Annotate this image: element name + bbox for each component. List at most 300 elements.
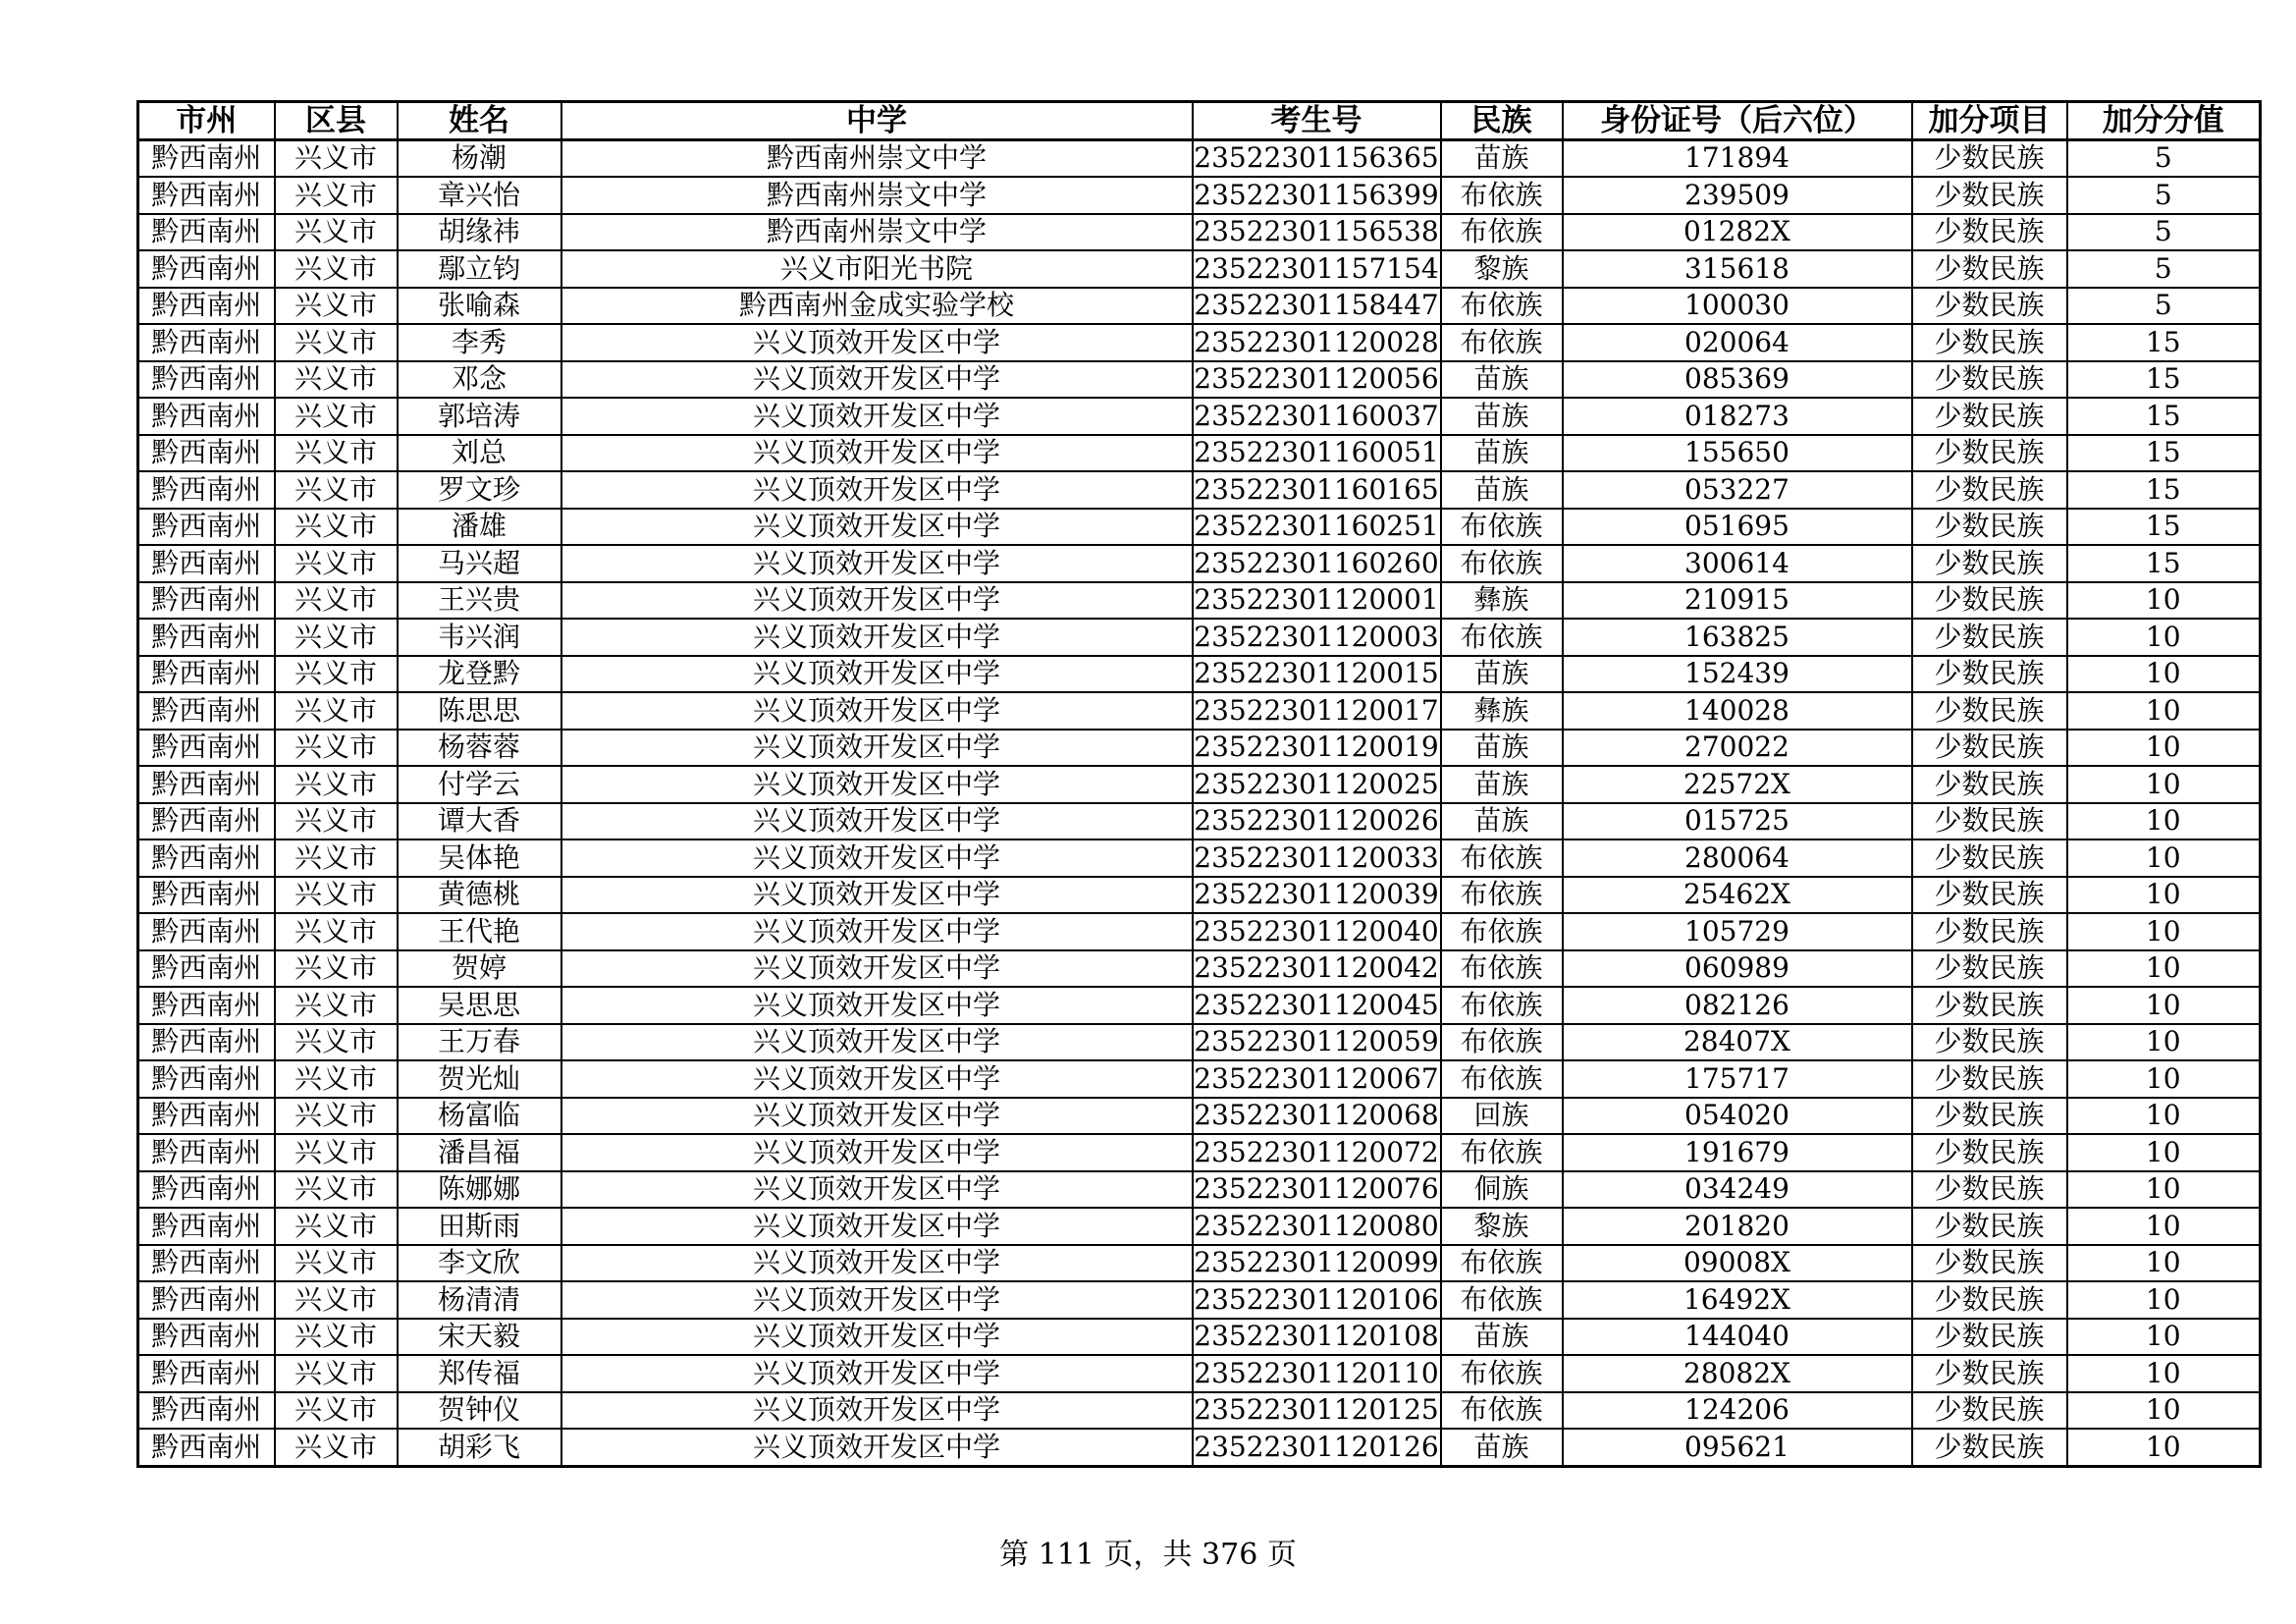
cell-id-last-six: 09008X — [1563, 1245, 1912, 1282]
cell-bonus-points: 10 — [2067, 766, 2261, 803]
cell-ethnicity: 回族 — [1441, 1098, 1563, 1135]
cell-exam-id: 23522301120080 — [1193, 1208, 1441, 1245]
cell-school: 兴义顶效开发区中学 — [561, 1281, 1193, 1319]
cell-bonus-item: 少数民族 — [1912, 471, 2067, 509]
cell-name: 吴体艳 — [398, 839, 561, 877]
cell-city: 黔西南州 — [138, 471, 275, 509]
cell-city: 黔西南州 — [138, 1060, 275, 1098]
table-row — [138, 1392, 2261, 1430]
cell-name: 杨潮 — [398, 139, 561, 177]
cell-ethnicity: 布依族 — [1441, 839, 1563, 877]
column-header-name: 姓名 — [398, 102, 561, 140]
cell-bonus-points: 5 — [2067, 139, 2261, 177]
cell-county: 兴义市 — [275, 545, 398, 582]
cell-bonus-item: 少数民族 — [1912, 1355, 2067, 1392]
cell-city: 黔西南州 — [138, 582, 275, 620]
cell-school: 兴义顶效开发区中学 — [561, 509, 1193, 546]
cell-bonus-item: 少数民族 — [1912, 656, 2067, 693]
cell-school: 兴义顶效开发区中学 — [561, 656, 1193, 693]
table-row — [138, 987, 2261, 1024]
cell-exam-id: 23522301120015 — [1193, 656, 1441, 693]
table-row — [138, 509, 2261, 546]
cell-exam-id: 23522301120033 — [1193, 839, 1441, 877]
cell-ethnicity: 黎族 — [1441, 250, 1563, 288]
cell-exam-id: 23522301156538 — [1193, 214, 1441, 251]
cell-ethnicity: 苗族 — [1441, 361, 1563, 399]
cell-name: 邓念 — [398, 361, 561, 399]
cell-id-last-six: 28407X — [1563, 1024, 1912, 1061]
cell-bonus-points: 10 — [2067, 730, 2261, 767]
table-row — [138, 913, 2261, 950]
cell-exam-id: 23522301120110 — [1193, 1355, 1441, 1392]
table-row — [138, 471, 2261, 509]
cell-ethnicity: 苗族 — [1441, 656, 1563, 693]
column-header-id-last-six: 身份证号（后六位） — [1563, 102, 1912, 140]
cell-county: 兴义市 — [275, 1281, 398, 1319]
cell-county: 兴义市 — [275, 1208, 398, 1245]
cell-ethnicity: 苗族 — [1441, 1319, 1563, 1356]
cell-bonus-item: 少数民族 — [1912, 766, 2067, 803]
cell-school: 黔西南州崇文中学 — [561, 139, 1193, 177]
cell-bonus-item: 少数民族 — [1912, 177, 2067, 214]
cell-county: 兴义市 — [275, 803, 398, 840]
table-row — [138, 803, 2261, 840]
cell-city: 黔西南州 — [138, 950, 275, 988]
cell-ethnicity: 苗族 — [1441, 766, 1563, 803]
table-row — [138, 545, 2261, 582]
cell-ethnicity: 布依族 — [1441, 619, 1563, 656]
cell-exam-id: 23522301120040 — [1193, 913, 1441, 950]
cell-bonus-points: 10 — [2067, 1319, 2261, 1356]
cell-id-last-six: 270022 — [1563, 730, 1912, 767]
cell-school: 黔西南州金成实验学校 — [561, 288, 1193, 325]
table-row — [138, 582, 2261, 620]
cell-exam-id: 23522301160251 — [1193, 509, 1441, 546]
cell-id-last-six: 034249 — [1563, 1171, 1912, 1209]
cell-city: 黔西南州 — [138, 361, 275, 399]
cell-county: 兴义市 — [275, 398, 398, 435]
cell-county: 兴义市 — [275, 214, 398, 251]
cell-bonus-item: 少数民族 — [1912, 1134, 2067, 1171]
cell-ethnicity: 侗族 — [1441, 1171, 1563, 1209]
cell-name: 马兴超 — [398, 545, 561, 582]
cell-bonus-points: 15 — [2067, 509, 2261, 546]
cell-id-last-six: 051695 — [1563, 509, 1912, 546]
cell-bonus-item: 少数民族 — [1912, 545, 2067, 582]
cell-city: 黔西南州 — [138, 803, 275, 840]
cell-ethnicity: 苗族 — [1441, 803, 1563, 840]
cell-name: 贺婷 — [398, 950, 561, 988]
cell-exam-id: 23522301120068 — [1193, 1098, 1441, 1135]
cell-name: 郑传福 — [398, 1355, 561, 1392]
cell-county: 兴义市 — [275, 288, 398, 325]
cell-ethnicity: 布依族 — [1441, 1024, 1563, 1061]
table-row — [138, 1171, 2261, 1209]
table-row — [138, 1208, 2261, 1245]
cell-county: 兴义市 — [275, 913, 398, 950]
cell-ethnicity: 布依族 — [1441, 1392, 1563, 1430]
cell-bonus-item: 少数民族 — [1912, 1171, 2067, 1209]
cell-exam-id: 23522301120106 — [1193, 1281, 1441, 1319]
cell-name: 贺钟仪 — [398, 1392, 561, 1430]
cell-id-last-six: 16492X — [1563, 1281, 1912, 1319]
cell-city: 黔西南州 — [138, 730, 275, 767]
cell-bonus-points: 10 — [2067, 1098, 2261, 1135]
cell-id-last-six: 22572X — [1563, 766, 1912, 803]
cell-county: 兴义市 — [275, 1171, 398, 1209]
table-row — [138, 324, 2261, 361]
cell-bonus-item: 少数民族 — [1912, 730, 2067, 767]
cell-id-last-six: 25462X — [1563, 877, 1912, 914]
cell-bonus-points: 15 — [2067, 471, 2261, 509]
cell-exam-id: 23522301120076 — [1193, 1171, 1441, 1209]
cell-name: 陈思思 — [398, 692, 561, 730]
cell-city: 黔西南州 — [138, 1134, 275, 1171]
cell-exam-id: 23522301120108 — [1193, 1319, 1441, 1356]
cell-city: 黔西南州 — [138, 987, 275, 1024]
cell-county: 兴义市 — [275, 766, 398, 803]
cell-school: 兴义顶效开发区中学 — [561, 435, 1193, 472]
cell-ethnicity: 布依族 — [1441, 324, 1563, 361]
cell-id-last-six: 082126 — [1563, 987, 1912, 1024]
cell-bonus-item: 少数民族 — [1912, 324, 2067, 361]
cell-city: 黔西南州 — [138, 139, 275, 177]
cell-bonus-item: 少数民族 — [1912, 435, 2067, 472]
cell-bonus-item: 少数民族 — [1912, 913, 2067, 950]
cell-ethnicity: 布依族 — [1441, 1134, 1563, 1171]
cell-county: 兴义市 — [275, 1355, 398, 1392]
cell-id-last-six: 054020 — [1563, 1098, 1912, 1135]
table-row — [138, 730, 2261, 767]
cell-ethnicity: 布依族 — [1441, 1060, 1563, 1098]
column-header-bonus-item: 加分项目 — [1912, 102, 2067, 140]
cell-city: 黔西南州 — [138, 656, 275, 693]
table-row — [138, 1134, 2261, 1171]
cell-school: 兴义顶效开发区中学 — [561, 619, 1193, 656]
cell-city: 黔西南州 — [138, 177, 275, 214]
cell-bonus-item: 少数民族 — [1912, 877, 2067, 914]
cell-exam-id: 23522301157154 — [1193, 250, 1441, 288]
cell-name: 杨富临 — [398, 1098, 561, 1135]
cell-exam-id: 23522301120072 — [1193, 1134, 1441, 1171]
cell-exam-id: 23522301120028 — [1193, 324, 1441, 361]
cell-name: 李文欣 — [398, 1245, 561, 1282]
cell-bonus-item: 少数民族 — [1912, 1060, 2067, 1098]
cell-ethnicity: 苗族 — [1441, 1429, 1563, 1466]
cell-county: 兴义市 — [275, 435, 398, 472]
cell-bonus-item: 少数民族 — [1912, 1245, 2067, 1282]
table-row — [138, 1355, 2261, 1392]
table-row — [138, 839, 2261, 877]
table-row — [138, 1098, 2261, 1135]
cell-bonus-item: 少数民族 — [1912, 803, 2067, 840]
cell-id-last-six: 175717 — [1563, 1060, 1912, 1098]
cell-school: 兴义顶效开发区中学 — [561, 839, 1193, 877]
cell-bonus-points: 10 — [2067, 1245, 2261, 1282]
table-row — [138, 766, 2261, 803]
column-header-school: 中学 — [561, 102, 1193, 140]
cell-bonus-points: 10 — [2067, 1171, 2261, 1209]
cell-bonus-points: 5 — [2067, 250, 2261, 288]
cell-ethnicity: 布依族 — [1441, 1245, 1563, 1282]
cell-school: 兴义顶效开发区中学 — [561, 545, 1193, 582]
cell-city: 黔西南州 — [138, 1392, 275, 1430]
cell-bonus-item: 少数民族 — [1912, 214, 2067, 251]
table-row — [138, 139, 2261, 177]
cell-bonus-item: 少数民族 — [1912, 288, 2067, 325]
cell-id-last-six: 155650 — [1563, 435, 1912, 472]
table-row — [138, 177, 2261, 214]
cell-id-last-six: 020064 — [1563, 324, 1912, 361]
cell-city: 黔西南州 — [138, 619, 275, 656]
cell-name: 贺光灿 — [398, 1060, 561, 1098]
cell-name: 胡缘祎 — [398, 214, 561, 251]
cell-name: 张喻森 — [398, 288, 561, 325]
cell-ethnicity: 布依族 — [1441, 877, 1563, 914]
cell-county: 兴义市 — [275, 582, 398, 620]
cell-city: 黔西南州 — [138, 250, 275, 288]
cell-county: 兴义市 — [275, 877, 398, 914]
cell-id-last-six: 100030 — [1563, 288, 1912, 325]
cell-name: 李秀 — [398, 324, 561, 361]
cell-exam-id: 23522301120056 — [1193, 361, 1441, 399]
cell-county: 兴义市 — [275, 1319, 398, 1356]
cell-bonus-item: 少数民族 — [1912, 1319, 2067, 1356]
cell-school: 兴义顶效开发区中学 — [561, 361, 1193, 399]
table-row — [138, 877, 2261, 914]
cell-bonus-item: 少数民族 — [1912, 139, 2067, 177]
table-row — [138, 398, 2261, 435]
cell-exam-id: 23522301160260 — [1193, 545, 1441, 582]
cell-school: 兴义顶效开发区中学 — [561, 1392, 1193, 1430]
cell-ethnicity: 苗族 — [1441, 471, 1563, 509]
cell-exam-id: 23522301120067 — [1193, 1060, 1441, 1098]
cell-county: 兴义市 — [275, 692, 398, 730]
cell-school: 兴义顶效开发区中学 — [561, 1355, 1193, 1392]
cell-school: 兴义顶效开发区中学 — [561, 1134, 1193, 1171]
cell-name: 吴思思 — [398, 987, 561, 1024]
cell-school: 兴义顶效开发区中学 — [561, 398, 1193, 435]
cell-school: 兴义顶效开发区中学 — [561, 1171, 1193, 1209]
table-header-row — [138, 102, 2261, 140]
cell-id-last-six: 163825 — [1563, 619, 1912, 656]
cell-ethnicity: 布依族 — [1441, 288, 1563, 325]
cell-city: 黔西南州 — [138, 324, 275, 361]
cell-county: 兴义市 — [275, 1429, 398, 1466]
cell-school: 兴义顶效开发区中学 — [561, 1060, 1193, 1098]
cell-city: 黔西南州 — [138, 913, 275, 950]
cell-county: 兴义市 — [275, 730, 398, 767]
cell-school: 兴义顶效开发区中学 — [561, 913, 1193, 950]
cell-id-last-six: 201820 — [1563, 1208, 1912, 1245]
cell-bonus-points: 10 — [2067, 987, 2261, 1024]
cell-county: 兴义市 — [275, 656, 398, 693]
cell-id-last-six: 140028 — [1563, 692, 1912, 730]
cell-county: 兴义市 — [275, 619, 398, 656]
cell-name: 付学云 — [398, 766, 561, 803]
cell-school: 兴义顶效开发区中学 — [561, 1098, 1193, 1135]
cell-city: 黔西南州 — [138, 1319, 275, 1356]
cell-name: 潘昌福 — [398, 1134, 561, 1171]
cell-name: 胡彩飞 — [398, 1429, 561, 1466]
cell-bonus-points: 10 — [2067, 1355, 2261, 1392]
cell-id-last-six: 210915 — [1563, 582, 1912, 620]
cell-city: 黔西南州 — [138, 1208, 275, 1245]
cell-school: 兴义顶效开发区中学 — [561, 471, 1193, 509]
cell-id-last-six: 144040 — [1563, 1319, 1912, 1356]
cell-name: 陈娜娜 — [398, 1171, 561, 1209]
cell-city: 黔西南州 — [138, 1281, 275, 1319]
cell-name: 章兴怡 — [398, 177, 561, 214]
cell-bonus-points: 15 — [2067, 324, 2261, 361]
cell-bonus-points: 10 — [2067, 692, 2261, 730]
table-row — [138, 288, 2261, 325]
cell-bonus-item: 少数民族 — [1912, 250, 2067, 288]
cell-name: 刘总 — [398, 435, 561, 472]
cell-school: 兴义顶效开发区中学 — [561, 987, 1193, 1024]
cell-name: 杨清清 — [398, 1281, 561, 1319]
cell-exam-id: 23522301160037 — [1193, 398, 1441, 435]
cell-county: 兴义市 — [275, 1392, 398, 1430]
cell-county: 兴义市 — [275, 509, 398, 546]
cell-bonus-points: 10 — [2067, 1134, 2261, 1171]
table-row — [138, 1319, 2261, 1356]
cell-bonus-points: 15 — [2067, 361, 2261, 399]
cell-county: 兴义市 — [275, 950, 398, 988]
cell-bonus-points: 5 — [2067, 214, 2261, 251]
column-header-ethnicity: 民族 — [1441, 102, 1563, 140]
cell-bonus-points: 15 — [2067, 435, 2261, 472]
table-row — [138, 1024, 2261, 1061]
cell-bonus-item: 少数民族 — [1912, 1392, 2067, 1430]
cell-school: 兴义顶效开发区中学 — [561, 803, 1193, 840]
cell-county: 兴义市 — [275, 1024, 398, 1061]
cell-bonus-points: 5 — [2067, 177, 2261, 214]
cell-county: 兴义市 — [275, 1134, 398, 1171]
cell-id-last-six: 280064 — [1563, 839, 1912, 877]
cell-bonus-points: 10 — [2067, 877, 2261, 914]
cell-id-last-six: 191679 — [1563, 1134, 1912, 1171]
cell-county: 兴义市 — [275, 361, 398, 399]
cell-county: 兴义市 — [275, 471, 398, 509]
cell-county: 兴义市 — [275, 1060, 398, 1098]
column-header-bonus-points: 加分分值 — [2067, 102, 2261, 140]
cell-exam-id: 23522301160051 — [1193, 435, 1441, 472]
cell-bonus-item: 少数民族 — [1912, 987, 2067, 1024]
cell-bonus-item: 少数民族 — [1912, 1208, 2067, 1245]
cell-bonus-item: 少数民族 — [1912, 1098, 2067, 1135]
cell-ethnicity: 苗族 — [1441, 435, 1563, 472]
cell-school: 兴义顶效开发区中学 — [561, 950, 1193, 988]
cell-bonus-points: 10 — [2067, 1281, 2261, 1319]
cell-bonus-item: 少数民族 — [1912, 582, 2067, 620]
table-row — [138, 619, 2261, 656]
cell-city: 黔西南州 — [138, 1098, 275, 1135]
cell-school: 兴义市阳光书院 — [561, 250, 1193, 288]
table-row — [138, 950, 2261, 988]
cell-bonus-points: 15 — [2067, 545, 2261, 582]
cell-ethnicity: 布依族 — [1441, 214, 1563, 251]
cell-name: 郭培涛 — [398, 398, 561, 435]
cell-school: 兴义顶效开发区中学 — [561, 1024, 1193, 1061]
cell-city: 黔西南州 — [138, 1429, 275, 1466]
cell-ethnicity: 布依族 — [1441, 950, 1563, 988]
cell-id-last-six: 105729 — [1563, 913, 1912, 950]
cell-name: 龙登黔 — [398, 656, 561, 693]
cell-name: 黄德桃 — [398, 877, 561, 914]
cell-bonus-item: 少数民族 — [1912, 509, 2067, 546]
cell-exam-id: 23522301120059 — [1193, 1024, 1441, 1061]
cell-bonus-points: 10 — [2067, 1429, 2261, 1466]
cell-bonus-item: 少数民族 — [1912, 398, 2067, 435]
cell-school: 兴义顶效开发区中学 — [561, 1245, 1193, 1282]
cell-id-last-six: 300614 — [1563, 545, 1912, 582]
cell-school: 兴义顶效开发区中学 — [561, 1429, 1193, 1466]
cell-county: 兴义市 — [275, 1245, 398, 1282]
cell-ethnicity: 苗族 — [1441, 398, 1563, 435]
cell-city: 黔西南州 — [138, 877, 275, 914]
cell-exam-id: 23522301120099 — [1193, 1245, 1441, 1282]
cell-ethnicity: 黎族 — [1441, 1208, 1563, 1245]
table-row — [138, 250, 2261, 288]
cell-bonus-points: 10 — [2067, 950, 2261, 988]
cell-id-last-six: 171894 — [1563, 139, 1912, 177]
cell-id-last-six: 239509 — [1563, 177, 1912, 214]
table-row — [138, 1245, 2261, 1282]
cell-city: 黔西南州 — [138, 839, 275, 877]
cell-city: 黔西南州 — [138, 288, 275, 325]
cell-county: 兴义市 — [275, 139, 398, 177]
cell-exam-id: 23522301120017 — [1193, 692, 1441, 730]
cell-exam-id: 23522301156399 — [1193, 177, 1441, 214]
cell-name: 罗文珍 — [398, 471, 561, 509]
cell-id-last-six: 095621 — [1563, 1429, 1912, 1466]
cell-ethnicity: 布依族 — [1441, 987, 1563, 1024]
table-row — [138, 214, 2261, 251]
cell-city: 黔西南州 — [138, 1171, 275, 1209]
cell-city: 黔西南州 — [138, 398, 275, 435]
cell-ethnicity: 布依族 — [1441, 913, 1563, 950]
cell-name: 鄢立钧 — [398, 250, 561, 288]
cell-bonus-points: 5 — [2067, 288, 2261, 325]
cell-bonus-points: 10 — [2067, 1208, 2261, 1245]
cell-exam-id: 23522301156365 — [1193, 139, 1441, 177]
cell-bonus-points: 10 — [2067, 619, 2261, 656]
cell-exam-id: 23522301120026 — [1193, 803, 1441, 840]
cell-name: 王兴贵 — [398, 582, 561, 620]
cell-name: 宋天毅 — [398, 1319, 561, 1356]
cell-county: 兴义市 — [275, 1098, 398, 1135]
cell-exam-id: 23522301120045 — [1193, 987, 1441, 1024]
cell-exam-id: 23522301120019 — [1193, 730, 1441, 767]
cell-bonus-points: 10 — [2067, 656, 2261, 693]
cell-city: 黔西南州 — [138, 435, 275, 472]
cell-city: 黔西南州 — [138, 692, 275, 730]
cell-name: 田斯雨 — [398, 1208, 561, 1245]
cell-bonus-item: 少数民族 — [1912, 692, 2067, 730]
cell-city: 黔西南州 — [138, 509, 275, 546]
cell-ethnicity: 布依族 — [1441, 177, 1563, 214]
cell-bonus-item: 少数民族 — [1912, 361, 2067, 399]
column-header-county: 区县 — [275, 102, 398, 140]
cell-ethnicity: 布依族 — [1441, 509, 1563, 546]
cell-school: 兴义顶效开发区中学 — [561, 877, 1193, 914]
cell-exam-id: 23522301120042 — [1193, 950, 1441, 988]
cell-school: 黔西南州崇文中学 — [561, 177, 1193, 214]
cell-name: 韦兴润 — [398, 619, 561, 656]
cell-ethnicity: 彝族 — [1441, 692, 1563, 730]
cell-school: 兴义顶效开发区中学 — [561, 324, 1193, 361]
